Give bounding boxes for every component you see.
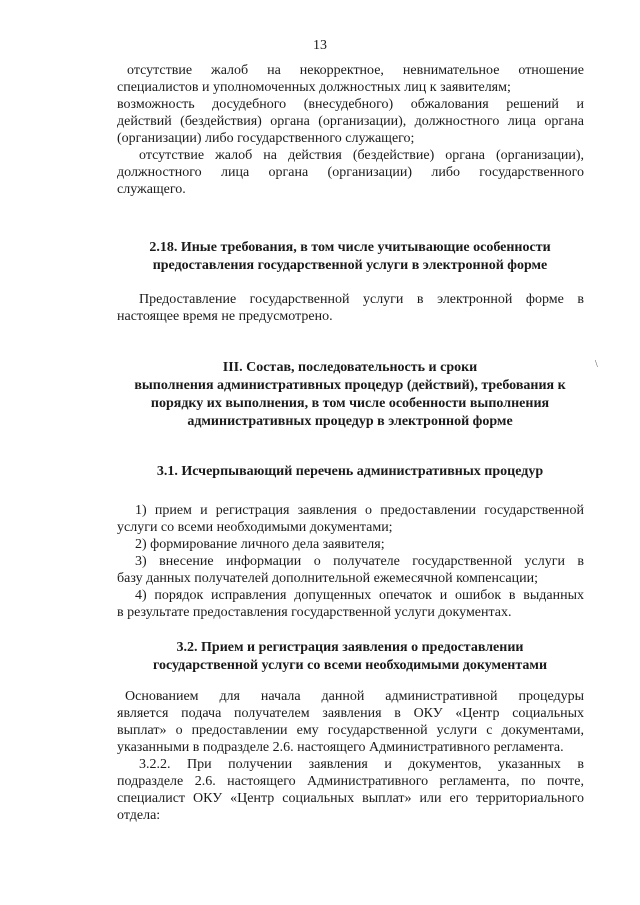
text-line: отсутствие жалоб на действия (бездействие) органа (организации), [139,148,584,163]
text-line: специалистов и уполномоченных должностных лиц к заявителям; [117,80,511,95]
heading-line: 2.18. Иные требования, в том числе учитывающие особенности [149,240,551,255]
intro-paragraph-2 [117,96,584,147]
heading-line: III. Состав, последовательность и сроки [222,360,478,375]
section-3-2-paragraph-2 [117,756,584,824]
list-item-line: базу данных получателей дополнительной ежемесячной компенсации; [117,571,538,586]
text-line: возможность досудебного (внесудебного) обжалования решений и [117,97,584,112]
list-item-line: в результате предоставления государственной услуги документах. [117,605,512,620]
text-line: (организации) либо государственного служащего; [117,131,415,146]
text-line: должностного лица органа (организации) либо государственного [117,165,584,180]
heading-line: выполнения административных процедур (действий), требования к [134,378,566,393]
text-line: настоящее время не предусмотрено. [117,309,333,324]
heading-line: порядку их выполнения, в том числе особенности выполнения [150,396,550,411]
text-line: отдела: [117,808,161,823]
intro-paragraph-1 [117,62,584,96]
section-2-18-heading [100,239,600,275]
text-line: 3.2.2. При получении заявления и документов, указанных в [139,757,584,772]
text-line: подразделе 2.6. настоящего Административного регламента, по почте, [117,774,584,789]
text-line: выплат» о предоставлении ему государственной услуги с документами, [117,723,584,738]
section-III-heading [100,359,600,431]
text-line: Основанием для начала данной административной процедуры [125,689,584,704]
text-line: специалист ОКУ «Центр социальных выплат» или его территориального [117,791,584,806]
heading-line: государственной услуги со всеми необходимыми документами [152,658,548,673]
text-line: отсутствие жалоб на некорректное, невнимательное отношение [127,63,584,78]
list-item-line: 1) прием и регистрация заявления о предоставлении государственной [135,503,584,518]
text-line: является подача получателем заявления в ОКУ «Центр социальных [117,706,584,721]
intro-paragraph-3 [117,147,584,198]
text-line: служащего. [117,182,186,197]
heading-line: административных процедур в электронной форме [187,414,513,429]
list-item-line: 3) внесение информации о получателе государственной услуги в [135,554,584,569]
section-3-2-paragraph-1 [117,688,584,756]
section-3-2-heading [100,639,600,675]
section-3-1-heading: 3.1. Исчерпывающий перечень административных процедур [156,464,544,479]
text-line: действий (бездействия) органа (организации), должностного лица органа [117,114,584,129]
list-item-line: 2) формирование личного дела заявителя; [135,537,385,552]
list-item-line: 4) порядок исправления допущенных опечаток и ошибок в выданных [135,588,584,603]
text-line: Предоставление государственной услуги в электронной форме в [139,292,584,307]
heading-line: 3.2. Прием и регистрация заявления о предоставлении [176,640,524,655]
margin-mark: \ [595,359,598,370]
heading-line: предоставления государственной услуги в электронной форме [152,258,548,273]
section-2-18-text [117,291,584,325]
list-item-line: услуги со всеми необходимыми документами; [117,520,393,535]
page-number: 13 [313,38,327,53]
section-3-1-list [117,502,584,621]
text-line: указанными в подразделе 2.6. настоящего Административного регламента. [117,740,564,755]
